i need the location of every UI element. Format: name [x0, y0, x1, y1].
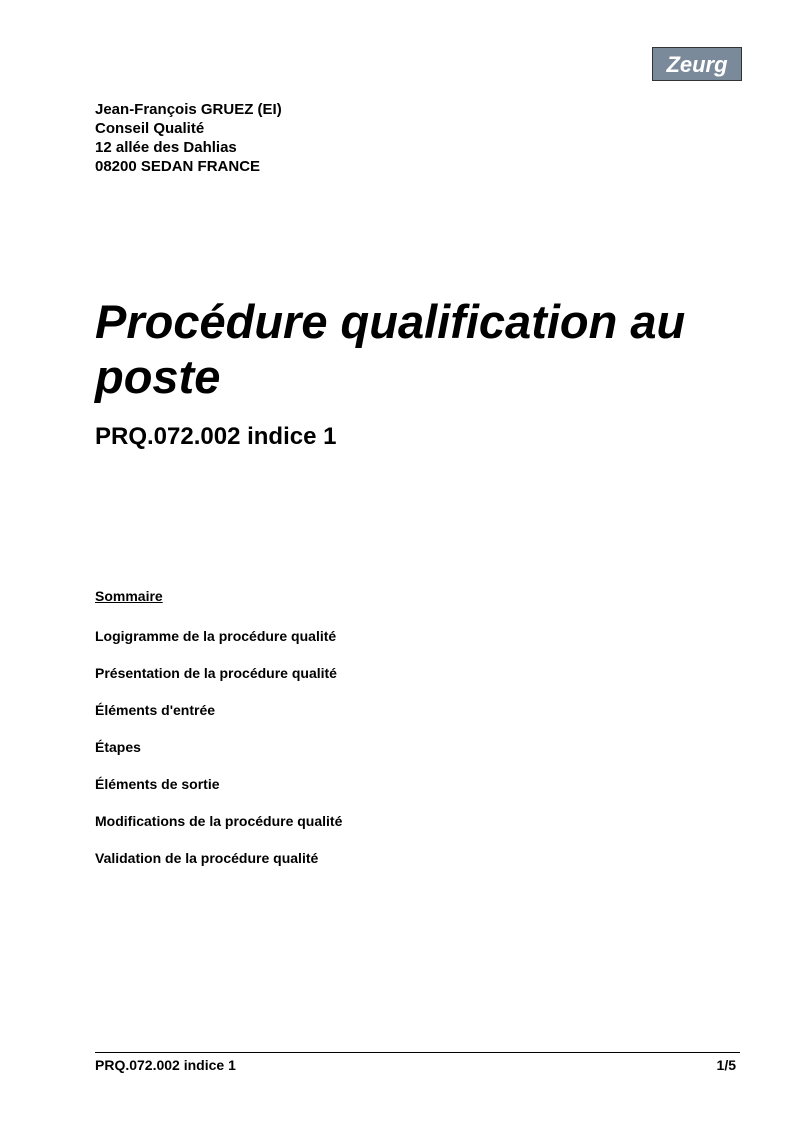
address-block: [95, 100, 282, 176]
toc-item-modifications: Modifications de la procédure qualité: [95, 813, 343, 829]
toc-item-validation: Validation de la procédure qualité: [95, 850, 319, 866]
footer-page-number: 1/5: [716, 1057, 736, 1073]
toc-item-etapes: Étapes: [95, 739, 141, 755]
footer-reference: PRQ.072.002 indice 1: [95, 1057, 236, 1073]
address-line-name: Jean-François GRUEZ (EI): [95, 101, 282, 118]
footer-divider: [95, 1052, 740, 1053]
toc-item-logigramme: Logigramme de la procédure qualité: [95, 628, 337, 644]
toc-item-elements-entree: Éléments d'entrée: [95, 702, 216, 718]
toc-item-elements-sortie: Éléments de sortie: [95, 776, 220, 792]
toc-item-presentation: Présentation de la procédure qualité: [95, 665, 337, 681]
address-line-city: 08200 SEDAN FRANCE: [95, 158, 261, 175]
address-line-role: Conseil Qualité: [95, 120, 205, 137]
company-badge: Zeurg: [652, 47, 742, 81]
address-line-street: 12 allée des Dahlias: [95, 139, 237, 156]
document-reference: PRQ.072.002 indice 1: [95, 423, 337, 450]
document-title: Procédure qualification au poste: [95, 295, 686, 403]
toc-heading: Sommaire: [95, 588, 163, 604]
toc-list: [95, 627, 342, 886]
